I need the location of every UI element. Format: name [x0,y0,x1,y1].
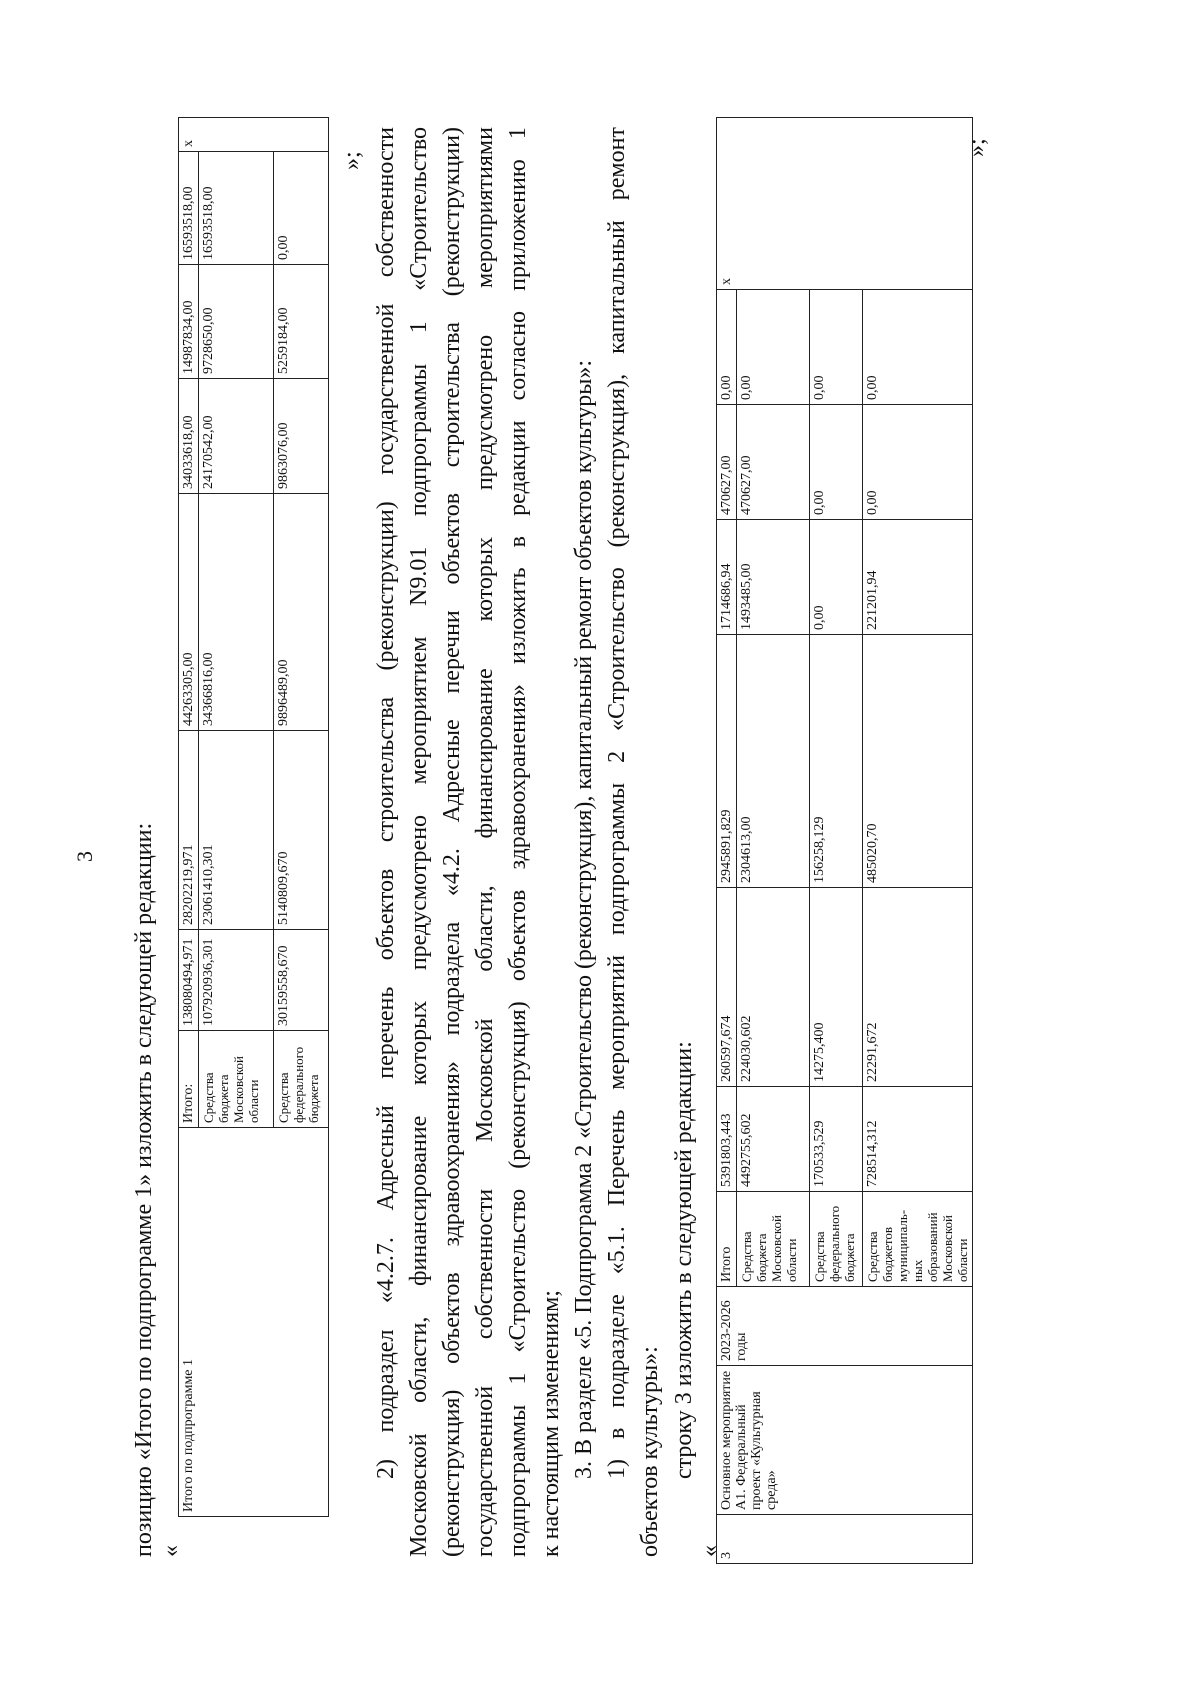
row-label-cell: Итого по подпрограмме 1 [179,1128,329,1517]
word: Московской [472,1018,498,1143]
source-cell: Средства федерального бюджета [274,1031,329,1128]
word: редакции [505,420,531,516]
para-line [403,127,436,1557]
row-3-instruction: строку 3 изложить в следующей редакции: [671,1041,697,1479]
word: 1 [505,127,531,140]
word: 2 [604,750,630,763]
word: государственной [472,1385,498,1557]
word: ремонт [604,127,630,201]
para-line [502,127,535,1557]
value-cell: 221201,94 [863,520,973,635]
value-cell: 44263305,00 [179,494,199,731]
word: здравоохранения» [505,684,531,870]
word: «5.1. [604,1226,630,1275]
word: мероприятием [406,636,432,785]
para-line [370,127,403,1557]
para-line [469,127,502,1557]
value-cell: 34366816,00 [199,494,274,731]
word: области, [472,885,498,972]
word: капитальный [604,220,630,354]
value-cell: 1493485,00 [737,520,810,635]
value-cell: 470627,00 [737,405,810,520]
word: подраздела [439,921,465,1036]
word: финансирование [472,668,498,839]
word: подпрограммы [406,363,432,517]
close-quote-2: »; [964,138,990,157]
word: 1 [505,1372,531,1385]
value-cell: 23061410,301 [199,731,274,930]
word: перечни [439,610,465,694]
value-cell: 4492755,602 [737,1087,810,1192]
value-cell: 24170542,00 [199,379,274,494]
close-quote: »; [339,151,365,170]
value-cell: 14987834,00 [179,265,199,379]
value-cell: 5259184,00 [274,265,329,379]
word: Адресный [373,1105,399,1211]
sub-item-1 [601,127,667,1557]
value-cell: 0,00 [810,520,863,635]
word: объектов [373,868,399,961]
word: объектов [439,492,465,585]
measure-row-table [716,117,973,1564]
word: предусмотрено [406,814,432,971]
word: 2) [373,1459,399,1479]
word: (реконструкции) [439,127,465,297]
word: (реконструкция), [604,373,630,548]
source-cell: Итого: [179,1031,199,1128]
source-cell: Средства бюджета Московской области [737,1192,810,1287]
word: предусмотрено [472,334,498,491]
subprogram1-total-table [178,117,329,1517]
value-cell: 0,00 [863,290,973,405]
value-cell: 16593518,00 [179,152,199,265]
word: мероприятиями [472,127,498,289]
word: финансирование [406,1115,432,1287]
word: подразделе [604,1294,630,1408]
value-cell: 485020,70 [863,635,973,888]
word: N9.01 [406,546,432,607]
value-cell: 0,00 [810,405,863,520]
para-line [436,127,469,1557]
measure-name-cell: Основное мероприятие А1. Федеральный проект «Культурная среда» [717,1366,973,1515]
value-cell: 1714686,94 [717,520,737,635]
word: объектов [439,1272,465,1364]
word: собственности [373,127,399,278]
value-cell: 9863076,00 [274,379,329,494]
word: собственности [472,1188,498,1340]
word: изложить [505,567,531,665]
section-3-heading: 3. В разделе «5. Подпрограмма 2 «Строительство (реконструкция), капитальный ремонт объектов культуры»: [571,360,597,1479]
word: приложению [505,159,531,291]
word: (реконструкция) [505,1001,531,1169]
open-quote-2: « [697,1545,723,1557]
table-row [717,118,737,1564]
word: согласно [505,310,531,401]
value-cell: 16593518,00 [199,152,274,265]
word: перечень [373,986,399,1079]
word: которых [406,1000,432,1086]
word: строительства [373,696,399,843]
value-cell: 22291,672 [863,888,973,1087]
word: мероприятий [604,955,630,1090]
word: «4.2. [439,848,465,897]
word: (реконструкция) [439,1389,465,1557]
value-cell: 156258,129 [810,635,863,888]
value-cell: 2945891,829 [717,635,737,888]
value-cell: 34033618,00 [179,379,199,494]
word: Перечень [604,1109,630,1207]
empty-cell: х [717,118,973,290]
word: подпрограммы [505,1404,531,1557]
word: Адресные [439,719,465,823]
value-cell: 138080494,971 [179,930,199,1031]
word: области, [406,1316,432,1403]
period-cell: 2023-2026 годы [717,1287,973,1366]
intro-text: позицию «Итого по подпрограмме 1» изложить в следующей редакции: [131,822,157,1557]
word: подпрограммы [604,782,630,936]
value-cell: 107920936,301 [199,930,274,1031]
table-row [179,118,199,1517]
word: строительства [439,322,465,468]
page-number: 3 [72,851,97,862]
word: объектов [505,889,531,982]
source-cell: Итого [717,1192,737,1287]
value-cell: 470627,00 [717,405,737,520]
word: здравоохранения» [439,1061,465,1247]
word: в [604,1427,630,1440]
value-cell: 0,00 [810,290,863,405]
value-cell: 224030,602 [737,888,810,1087]
word: «Строительство [604,567,630,731]
word: Московской [406,1433,432,1557]
source-cell: Средства федерального бюджета [810,1192,863,1287]
value-cell: 0,00 [863,405,973,520]
word: 1 [406,321,432,334]
sub-item-1-line2: объектов культуры»: [637,1346,663,1557]
para-line [601,127,634,1557]
paragraph-2 [370,127,568,1557]
word: «Строительство [406,127,432,291]
value-cell: 5391803,443 [717,1087,737,1192]
value-cell: 0,00 [274,152,329,265]
row-number-cell: 3 [717,1515,973,1564]
value-cell: 2304613,00 [737,635,810,888]
open-quote: « [158,1545,184,1557]
value-cell: 0,00 [737,290,810,405]
value-cell: 260597,674 [717,888,737,1087]
source-cell: Средства бюджетов муниципаль-ных образований Московской области [863,1192,973,1287]
empty-cell: х [179,118,329,152]
word: подраздел [373,1329,399,1433]
word: «Строительство [505,1188,531,1353]
word: «4.2.7. [373,1237,399,1304]
value-cell: 0,00 [717,290,737,405]
value-cell: 728514,312 [863,1087,973,1192]
value-cell: 9728650,00 [199,265,274,379]
word: в [505,536,531,548]
word: государственной [373,303,399,475]
value-cell: 30159558,670 [274,930,329,1031]
word: которых [472,536,498,622]
value-cell: 170533,529 [810,1087,863,1192]
value-cell: 28202219,971 [179,731,199,930]
para-last-line: к настоящим изменениям; [538,1290,564,1557]
word: (реконструкции) [373,501,399,671]
value-cell: 9896489,00 [274,494,329,731]
value-cell: 14275,400 [810,888,863,1087]
word: 1) [604,1459,630,1479]
source-cell: Средства бюджета Московской области [199,1031,274,1128]
value-cell: 5140809,670 [274,731,329,930]
